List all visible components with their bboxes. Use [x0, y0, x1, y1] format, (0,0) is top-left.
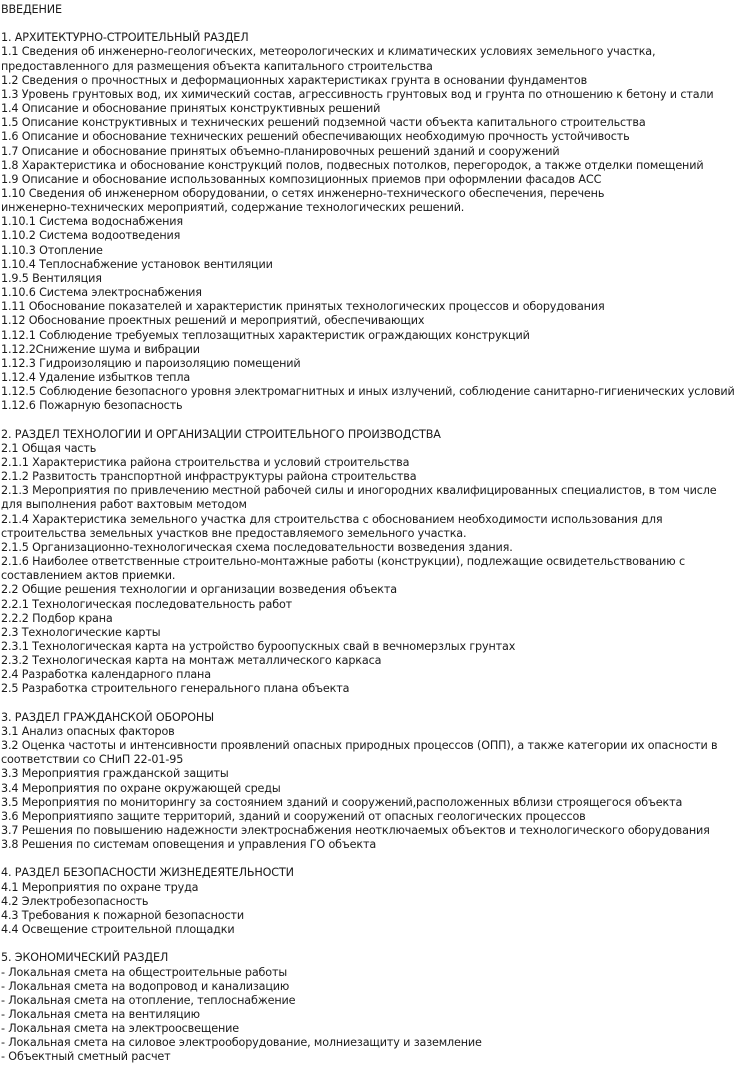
toc-line: 1.10 Сведения об инженерном оборудовании, о сетях инженерно-технического обеспечения, перечень	[1, 187, 605, 201]
toc-line: предоставленного для размещения объекта капитального строительства	[1, 59, 433, 73]
toc-line: - Локальная смета на вентиляцию	[1, 1008, 200, 1022]
toc-line: - Локальная смета на электроосвещение	[1, 1022, 239, 1036]
toc-line: - Локальная смета на общестроительные работы	[1, 965, 288, 979]
toc-line: - Объектный сметный расчет	[1, 1050, 171, 1064]
blank-line	[1, 937, 700, 951]
toc-line: соответствии со СНиП 22-01-95	[1, 753, 184, 767]
toc-line: 2.1.4 Характеристика земельного участка для строительства с обоснованием необходимости использования для	[1, 512, 663, 526]
toc-line: 2.1.2 Развитость транспортной инфраструктуры района строительства	[1, 470, 417, 484]
toc-line: 1.12.4 Удаление избытков тепла	[1, 371, 191, 385]
toc-line: 1.12.2Снижение шума и вибрации	[1, 342, 200, 356]
toc-line: - Локальная смета на отопление, теплоснабжение	[1, 993, 296, 1007]
toc-line: 1.9.5 Вентиляция	[1, 271, 102, 285]
blank-line	[1, 17, 700, 31]
toc-line: 2.3 Технологические карты	[1, 625, 161, 639]
toc-line: 1.12.1 Соблюдение требуемых теплозащитных характеристик ограждающих конструкций	[1, 328, 530, 342]
toc-line: 1.10.4 Теплоснабжение установок вентиляции	[1, 257, 273, 271]
toc-line: - Локальная смета на водопровод и канализацию	[1, 979, 290, 993]
toc-line: 2.1.6 Наиболее ответственные строительно-монтажные работы (конструкции), подлежащие освидетельствованию с	[1, 555, 685, 569]
toc-line: 1.12.3 Гидроизоляцию и пароизоляцию помещений	[1, 356, 301, 370]
toc-line: 3.8 Решения по системам оповещения и управления ГО объекта	[1, 838, 377, 852]
toc-line: 2.1.5 Организационно-технологическая схема последовательности возведения здания.	[1, 540, 513, 554]
toc-line: 2.2.2 Подбор крана	[1, 611, 113, 625]
section-heading: 4. РАЗДЕЛ БЕЗОПАСНОСТИ ЖИЗНЕДЕЯТЕЛЬНОСТИ	[1, 866, 294, 880]
toc-line: 4.2 Электробезопасность	[1, 894, 149, 908]
toc-line: 4.3 Требования к пожарной безопасности	[1, 908, 245, 922]
toc-line: 1.2 Сведения о прочностных и деформационных характеристиках грунта в основании фундаментов	[1, 73, 588, 87]
blank-line	[1, 852, 700, 866]
toc-line: 2.1.1 Характеристика района строительства и условий строительства	[1, 455, 410, 469]
toc-line: 4.1 Мероприятия по охране труда	[1, 880, 199, 894]
toc-line: 1.3 Уровень грунтовых вод, их химический состав, агрессивность грунтовых вод и грунта по отношению к бетону и стали	[1, 87, 714, 101]
toc-line: 2.1.3 Мероприятия по привлечению местной рабочей силы и иногородних квалифицированных специалистов, в том числе	[1, 484, 717, 498]
toc-line: 3.6 Мероприятияпо защите территорий, зданий и сооружений от опасных геологических процессов	[1, 809, 586, 823]
toc-line: для выполнения работ вахтовым методом	[1, 498, 247, 512]
toc-line: 2.2 Общие решения технологии и организации возведения объекта	[1, 583, 397, 597]
toc-line: - Локальная смета на силовое электрооборудование, молниезащиту и заземление	[1, 1036, 482, 1050]
toc-line: 3.1 Анализ опасных факторов	[1, 724, 175, 738]
toc-line: строительства земельных участков вне предоставляемого земельного участка.	[1, 526, 467, 540]
toc-line: 2.3.2 Технологическая карта на монтаж металлического каркаса	[1, 654, 382, 668]
section-heading: ВВЕДЕНИЕ	[1, 3, 62, 16]
toc-line: 1.12.6 Пожарную безопасность	[1, 399, 183, 413]
toc-line: 1.12.5 Соблюдение безопасного уровня электромагнитных и иных излучений, соблюдение санитарно-гигиенических условий	[1, 385, 735, 399]
toc-line: 3.3 Мероприятия гражданской защиты	[1, 767, 229, 781]
toc-line: 2.3.1 Технологическая карта на устройство буроопускных свай в вечномерзлых грунтах	[1, 640, 516, 653]
section-heading: 3. РАЗДЕЛ ГРАЖДАНСКОЙ ОБОРОНЫ	[1, 710, 214, 724]
toc-line: 1.10.6 Система электроснабжения	[1, 286, 202, 300]
toc-line: 1.9 Описание и обоснование использованных композиционных приемов при оформлении фасадов АСС	[1, 172, 602, 186]
toc-line: 1.6 Описание и обоснование технических решений обеспечивающих необходимую прочность устойчивость	[1, 130, 630, 144]
section-heading: 2. РАЗДЕЛ ТЕХНОЛОГИИ И ОРГАНИЗАЦИИ СТРОИТЕЛЬНОГО ПРОИЗВОДСТВА	[1, 427, 441, 441]
section-heading: 5. ЭКОНОМИЧЕСКИЙ РАЗДЕЛ	[1, 951, 169, 965]
toc-line: 1.7 Описание и обоснование принятых объемно-планировочных решений зданий и сооружений	[1, 144, 560, 158]
toc-line: 3.7 Решения по повышению надежности электроснабжения неотключаемых объектов и технологического оборудования	[1, 824, 710, 838]
toc-line: 2.5 Разработка строительного генерального плана объекта	[1, 682, 350, 696]
blank-line	[1, 697, 700, 711]
toc-line: 1.12 Обоснование проектных решений и мероприятий, обеспечивающих	[1, 314, 425, 328]
toc-line: 3.2 Оценка частоты и интенсивности проявлений опасных природных процессов (ОПП), а также категории их опасности в	[1, 739, 718, 753]
toc-line: 2.1 Общая часть	[1, 441, 97, 455]
toc-line: 1.4 Описание и обоснование принятых конструктивных решений	[1, 102, 381, 116]
toc-line: 2.4 Разработка календарного плана	[1, 668, 211, 682]
toc-line: 4.4 Освещение строительной площадки	[1, 923, 235, 937]
toc-line: 1.10.3 Отопление	[1, 243, 103, 257]
toc-line: 1.10.2 Система водоотведения	[1, 229, 181, 243]
toc-line: 1.11 Обоснование показателей и характеристик принятых технологических процессов и оборудования	[1, 300, 605, 314]
section-heading: 1. АРХИТЕКТУРНО-СТРОИТЕЛЬНЫЙ РАЗДЕЛ	[1, 31, 249, 45]
toc-line: 3.4 Мероприятия по охране окружающей среды	[1, 781, 281, 795]
toc-line: 1.8 Характеристика и обоснование конструкций полов, подвесных потолков, перегородок, а также отделки помещений	[1, 158, 704, 172]
toc-line: 3.5 Мероприятия по мониторингу за состоянием зданий и сооружений,расположенных вблизи строящегося объекта	[1, 795, 683, 809]
blank-line	[1, 414, 700, 428]
toc-line: инженерно-технических мероприятий, содержание технологических решений.	[1, 201, 465, 215]
toc-line: 2.2.1 Технологическая последовательность работ	[1, 597, 293, 611]
toc-line: составлением актов приемки.	[1, 569, 176, 583]
toc-line: 1.1 Сведения об инженерно-геологических, метеорологических и климатических условиях земельного участка,	[1, 45, 656, 59]
toc-line: 1.5 Описание конструктивных и технических решений подземной части объекта капитального строительства	[1, 116, 646, 130]
toc-line: 1.10.1 Система водоснабжения	[1, 215, 183, 229]
